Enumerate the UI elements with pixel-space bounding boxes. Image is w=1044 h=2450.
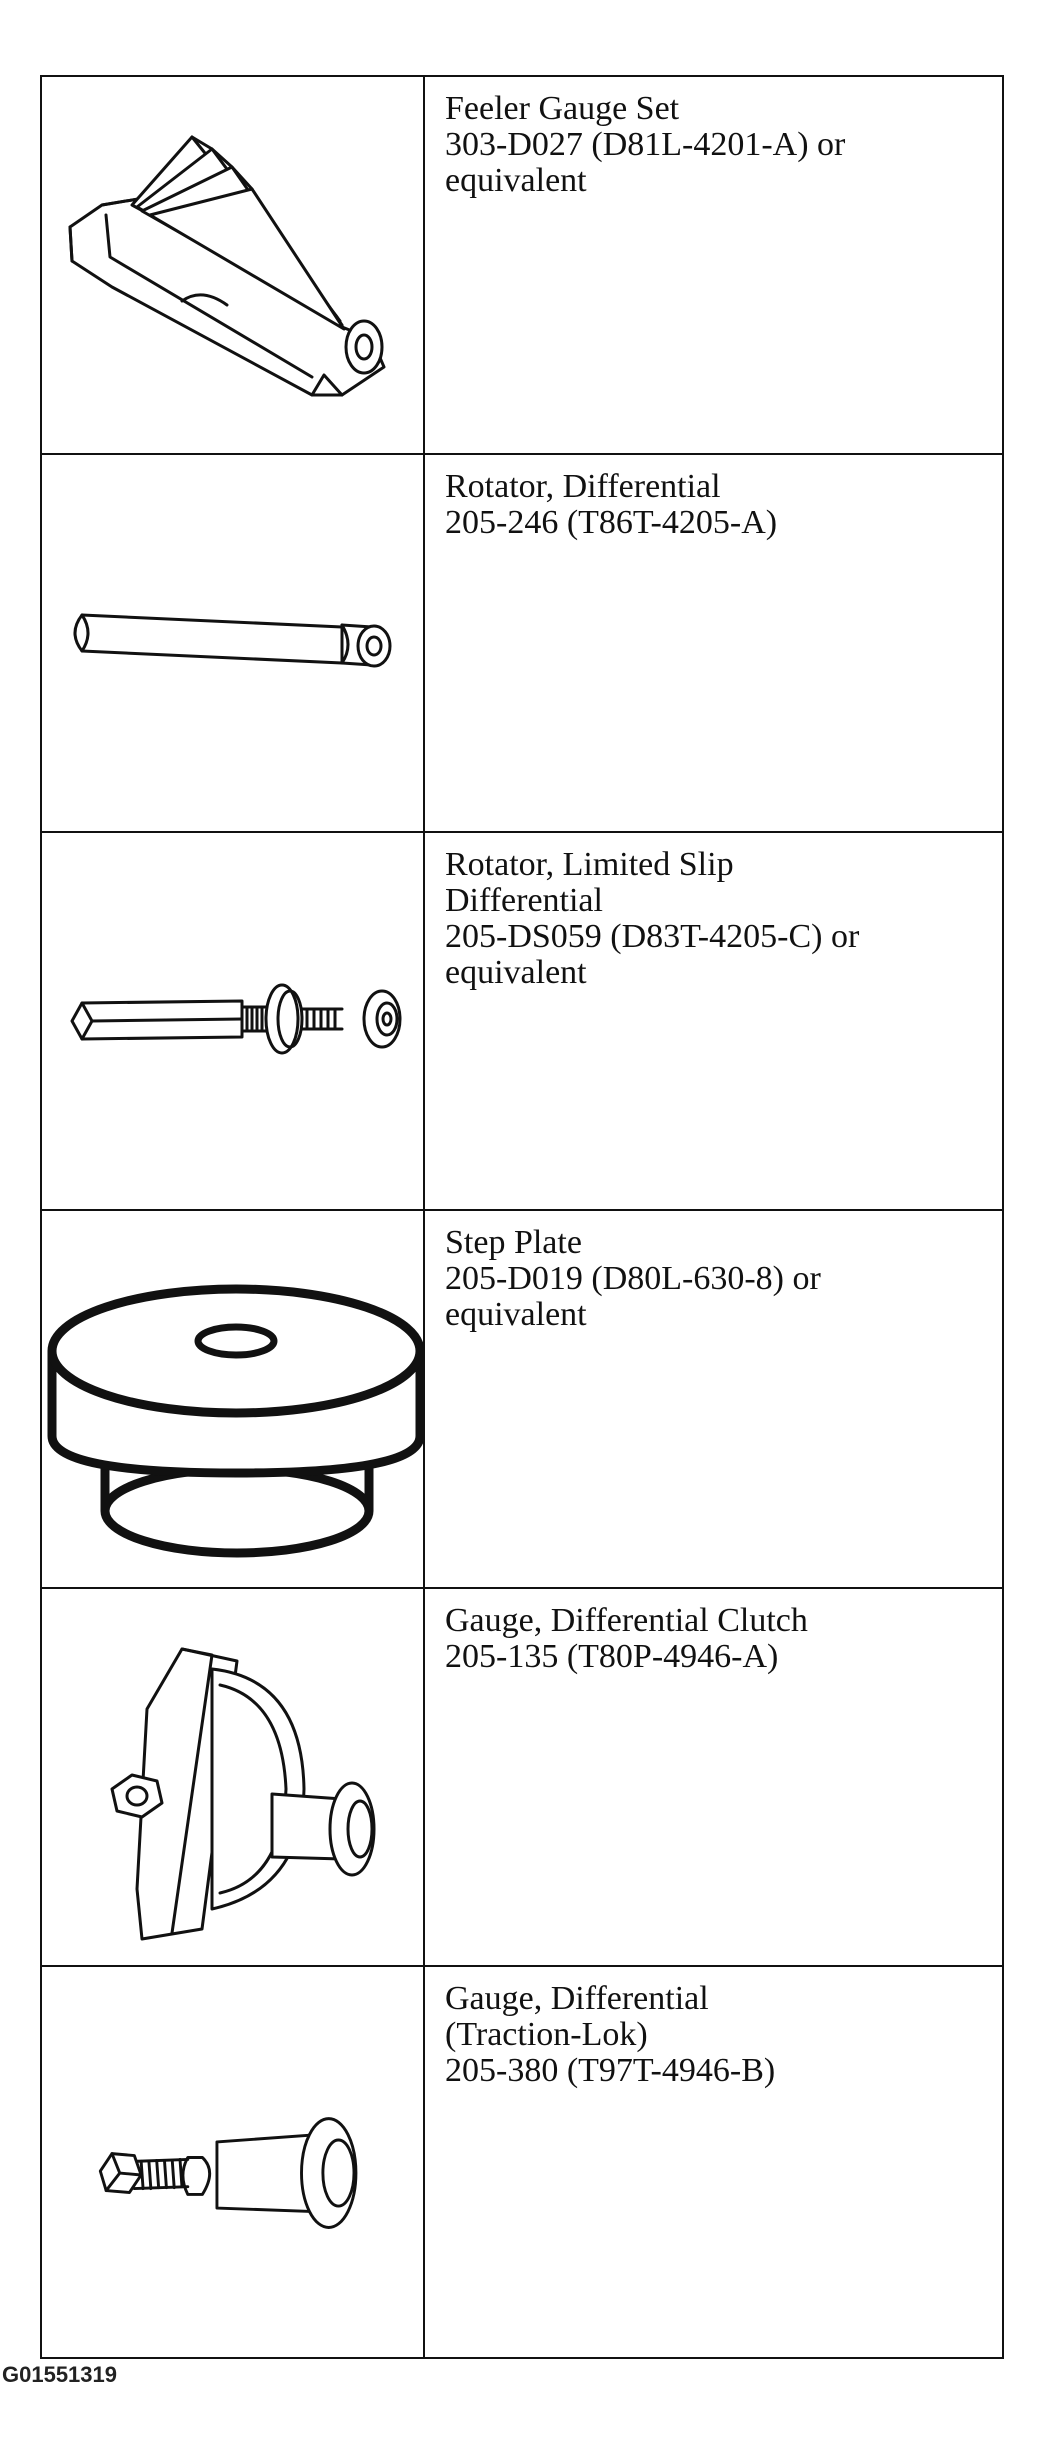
limited-slip-rotator-icon: [42, 833, 423, 1209]
tool-illustration-cell: [41, 454, 424, 832]
table-row: [41, 832, 1003, 1210]
tool-illustration-cell: [41, 1966, 424, 2358]
feeler-gauge-set-icon: [42, 77, 423, 453]
tool-illustration-cell: [41, 76, 424, 454]
tool-illustration-cell: [41, 1210, 424, 1588]
tool-illustration-cell: [41, 832, 424, 1210]
tool-illustration-cell: [41, 1588, 424, 1966]
tool-part-number: 205-D019 (D80L-630-8) or: [445, 1260, 821, 1297]
traction-lok-gauge-icon: [42, 1967, 423, 2348]
tool-part-number: 205-246 (T86T-4205-A): [445, 504, 778, 541]
tool-part-number-cont: equivalent: [445, 1296, 587, 1333]
tool-description: [424, 832, 1003, 1210]
table-row: [41, 1588, 1003, 1966]
table-row: [41, 76, 1003, 454]
tool-name: Feeler Gauge Set: [445, 90, 680, 127]
tool-description: [424, 1588, 1003, 1966]
step-plate-icon: [42, 1211, 423, 1587]
tool-part-number: 205-DS059 (D83T-4205-C) or: [445, 918, 860, 955]
tool-part-number-cont: equivalent: [445, 954, 587, 991]
tool-name: Gauge, Differential: [445, 1980, 709, 2017]
tool-description: [424, 76, 1003, 454]
table-row: [41, 1210, 1003, 1588]
figure-id-label: G01551319: [2, 2362, 117, 2387]
differential-rotator-icon: [42, 455, 423, 831]
special-tools-table: [40, 75, 1004, 2359]
table-row: [41, 454, 1003, 832]
tool-name: Gauge, Differential Clutch: [445, 1602, 808, 1639]
tool-description: [424, 454, 1003, 832]
tool-name: Step Plate: [445, 1224, 582, 1261]
tool-description: [424, 1210, 1003, 1588]
tool-part-number: 205-135 (T80P-4946-A): [445, 1638, 779, 1675]
tool-part-number-cont: equivalent: [445, 162, 587, 199]
tool-part-number: 205-380 (T97T-4946-B): [445, 2052, 776, 2089]
table-row: [41, 1966, 1003, 2358]
tool-name-cont: (Traction-Lok): [445, 2016, 648, 2053]
tool-name: Rotator, Limited Slip: [445, 846, 734, 883]
tool-part-number: 303-D027 (D81L-4201-A) or: [445, 126, 846, 163]
tool-description: [424, 1966, 1003, 2358]
tool-name-cont: Differential: [445, 882, 603, 919]
tool-name: Rotator, Differential: [445, 468, 721, 505]
differential-clutch-gauge-icon: [42, 1589, 423, 1965]
